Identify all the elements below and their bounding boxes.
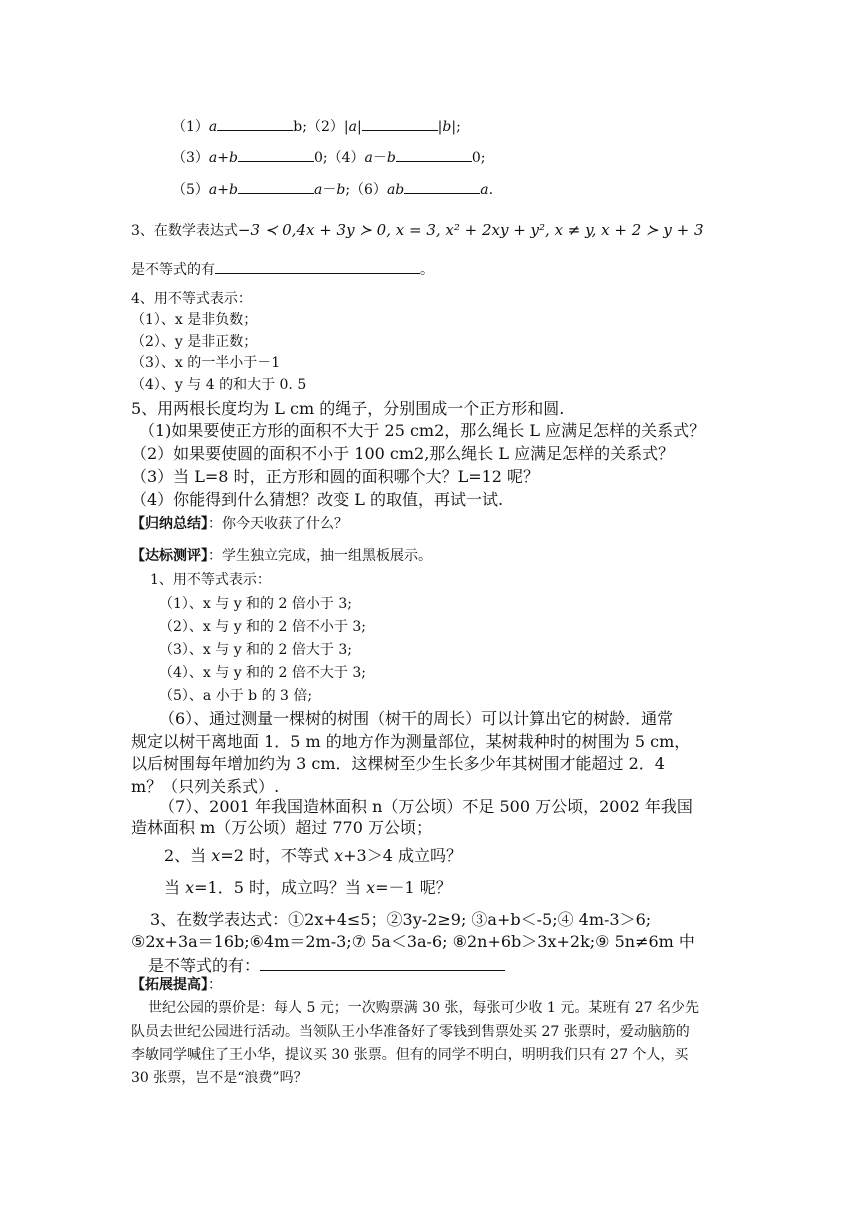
extend-line-3: 李敏同学喊住了王小华，提议买 30 张票。但有的同学不明白，明明我们只有 27 个人，买 xyxy=(131,1047,689,1063)
text: a xyxy=(208,182,218,198)
text: 是不等式的有 xyxy=(131,262,215,278)
text: ： xyxy=(208,977,222,993)
extend-label: 【拓展提高】 xyxy=(131,977,208,993)
text: a xyxy=(364,150,373,166)
text: － xyxy=(372,150,387,166)
text: ab xyxy=(386,182,405,198)
assess-item-7-line-2: 造林面积 m（万公顷）超过 770 万公顷； xyxy=(131,818,432,837)
q2-row-3 xyxy=(172,179,493,199)
text: |; xyxy=(451,119,461,135)
q4-item-1: （1）、x 是非负数； xyxy=(131,312,258,328)
assess-q3-line-3 xyxy=(148,954,505,975)
text: a xyxy=(313,182,323,198)
text: b xyxy=(442,119,452,135)
text: a xyxy=(348,119,357,135)
assess-item-6-line-1: （6）、通过测量一棵树的树围（树干的周长）可以计算出它的树龄．通常 xyxy=(159,709,674,728)
q5-item-1: （1)如果要使正方形的面积不大于 25 cm2，那么绳长 L 应满足怎样的关系式？ xyxy=(139,421,706,440)
text: + xyxy=(217,182,230,198)
text: x xyxy=(185,878,195,897)
assess-item-7-line-1: （7）、2001 年我国造林面积 n（万公顷）不足 500 万公顷，2002 年我国 xyxy=(159,797,693,816)
text: 0;（4） xyxy=(313,150,365,166)
q4-item-4: （4）、y 与 4 的和大于 0. 5 xyxy=(131,377,307,393)
assess-q2-line-2 xyxy=(164,878,452,897)
q3-answer-line xyxy=(131,259,434,279)
text: （1） xyxy=(172,119,209,135)
q4-item-3: （3）、x 的一半小于－1 xyxy=(131,355,281,371)
answer-blank[interactable] xyxy=(396,147,472,162)
text: =1．5 时，成立吗？当 xyxy=(194,878,367,897)
q2-row-1 xyxy=(172,116,461,136)
text: =2 时，不等式 xyxy=(220,846,335,865)
q2-row-2 xyxy=(172,147,485,167)
text: 0; xyxy=(471,150,486,166)
text: + xyxy=(217,150,230,166)
text: =－1 呢？ xyxy=(375,878,452,897)
q3-prefix: 3、在数学表达式 xyxy=(131,223,238,239)
assess-item-6-line-4: m？（只列关系式）. xyxy=(131,777,280,796)
text: b xyxy=(336,182,346,198)
text: － xyxy=(322,182,337,198)
assess-text: ：学生独立完成，抽一组黑板展示。 xyxy=(208,548,432,564)
assess-item-4: （4）、x 与 y 和的 2 倍不大于 3; xyxy=(159,665,366,681)
text: . xyxy=(488,182,494,198)
text: a xyxy=(480,182,489,198)
assess-item-6-line-2: 规定以树干离地面 1．5 m 的地方作为测量部位，某树栽种时的树围为 5 cm， xyxy=(131,732,691,751)
assess-q1-title: 1、用不等式表示： xyxy=(150,572,271,588)
q4-item-2: （2）、y 是非正数； xyxy=(131,334,258,350)
assess-label: 【达标测评】 xyxy=(131,548,208,564)
q5-item-4: （4）你能得到什么猜想？改变 L 的取值，再试一试. xyxy=(131,490,504,509)
q5-title: 5、用两根长度均为 L cm 的绳子，分别围成一个正方形和圆. xyxy=(131,399,565,418)
text: a xyxy=(208,119,218,135)
extend-line-2: 队员去世纪公园进行活动。当领队王小华准备好了零钱到售票处买 27 张票时，爱动脑筋的 xyxy=(131,1024,690,1040)
answer-blank[interactable] xyxy=(260,954,505,971)
summary-label: 【归纳总结】 xyxy=(131,516,208,532)
answer-blank[interactable] xyxy=(217,116,293,131)
text: x xyxy=(334,846,344,865)
text: | xyxy=(437,119,443,135)
text: b;（2）| xyxy=(293,119,349,135)
assess-q2-line-1 xyxy=(164,846,462,865)
assess-q3-line-1: 3、在数学表达式：①2x+4≤5；②3y-2≥9; ③a+b＜-5;④ 4m-3＞6; xyxy=(150,910,652,929)
q3-expression: −3 ≺ 0,4x + 3y ≻ 0, x = 3, x² + 2xy + y², x ≠ y, x + 2 ≻ y + 3 xyxy=(237,221,704,239)
text: b xyxy=(229,150,238,166)
text: b xyxy=(229,182,238,198)
assess-item-2: （2）、x 与 y 和的 2 倍不小于 3; xyxy=(159,619,366,635)
text: （3） xyxy=(172,150,209,166)
answer-blank[interactable] xyxy=(215,259,420,274)
assess-item-1: （1）、x 与 y 和的 2 倍小于 3; xyxy=(159,596,352,612)
text: x xyxy=(366,878,376,897)
assess-item-6-line-3: 以后树围每年增加约为 3 cm．这棵树至少生长多少年其树围才能超过 2．4 xyxy=(131,754,665,773)
q4-title: 4、用不等式表示： xyxy=(131,291,252,307)
text: x xyxy=(211,846,221,865)
assessment-heading xyxy=(131,548,432,565)
text: 。 xyxy=(420,262,434,278)
q5-item-3: （3）当 L=8 时，正方形和圆的面积哪个大？L=12 呢？ xyxy=(131,467,540,486)
assess-q3-line-2: ⑤2x+3a＝16b;⑥4m＝2m-3;⑦ 5a＜3a-6; ⑧2n+6b＞3x+2k;⑨ 5n≠6m 中 xyxy=(131,932,695,951)
q5-item-2: （2）如果要使圆的面积不小于 100 cm2,那么绳长 L 应满足怎样的关系式？ xyxy=(131,444,675,463)
assess-item-3: （3）、x 与 y 和的 2 倍大于 3; xyxy=(159,642,352,658)
text: b xyxy=(386,150,396,166)
text: +3＞4 成立吗？ xyxy=(343,846,462,865)
answer-blank[interactable] xyxy=(362,116,438,131)
extend-line-1: 世纪公园的票价是：每人 5 元；一次购票满 30 张，每张可少收 1 元。某班有 27 名少先 xyxy=(148,1000,700,1016)
text: 是不等式的有： xyxy=(148,956,261,975)
q3-question xyxy=(131,221,704,240)
text: （5） xyxy=(172,182,209,198)
answer-blank[interactable] xyxy=(404,179,480,194)
text: 2、当 xyxy=(164,846,212,865)
extend-heading xyxy=(131,977,222,994)
assess-item-5: （5）、a 小于 b 的 3 倍; xyxy=(159,688,313,704)
text: a xyxy=(208,150,218,166)
answer-blank[interactable] xyxy=(238,147,314,162)
text: ;（6） xyxy=(345,182,387,198)
text: 当 xyxy=(164,878,186,897)
extend-line-4: 30 张票，岂不是“浪费”吗？ xyxy=(131,1070,308,1086)
summary-text: ：你今天收获了什么？ xyxy=(208,516,348,532)
text: | xyxy=(356,119,362,135)
answer-blank[interactable] xyxy=(238,179,314,194)
summary xyxy=(131,516,348,533)
